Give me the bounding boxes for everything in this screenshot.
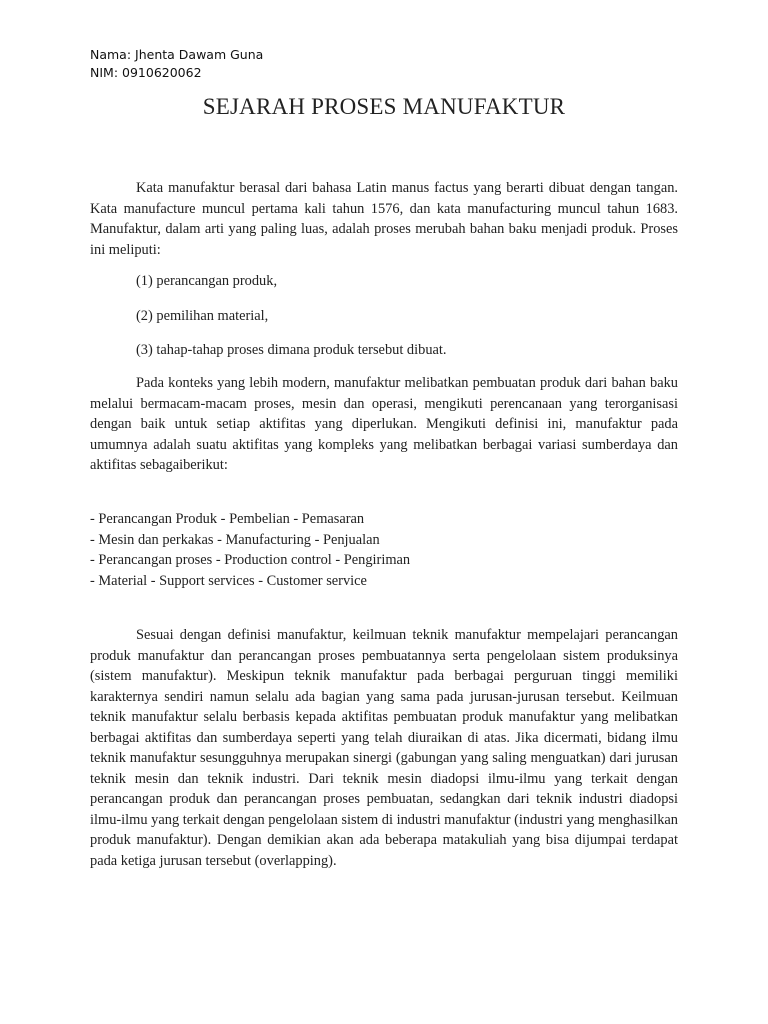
paragraph-intro: Kata manufaktur berasal dari bahasa Latin manus factus yang berarti dibuat dengan tangan. Kata manufacture muncul pertama kali tahun 1576, dan kata manufacturing muncul tahun 1683. Manufaktur, dalam arti yang paling luas, adalah proses merubah bahan baku menjadi produk. Proses ini meliputi: (90, 180, 678, 258)
document-title: SEJARAH PROSES MANUFAKTUR (202, 94, 566, 119)
activity-line-3: - Perancangan proses - Production control - Pengiriman (90, 552, 411, 568)
activity-line-1: - Perancangan Produk - Pembelian - Pemasaran (90, 511, 365, 527)
author-name: Nama: Jhenta Dawam Guna (90, 47, 264, 62)
paragraph-discipline: Sesuai dengan definisi manufaktur, keilmuan teknik manufaktur mempelajari perancangan produk manufaktur dan perancangan proses pembuatannya serta pengelolaan sistem produksinya (sistem manufaktur). Meskipun teknik manufaktur pada berbagai perguruan tinggi memiliki karakternya sendiri namun selalu ada bagian yang sama pada jurusan-jurusan tersebut. Keilmuan teknik manufaktur selalu berbasis kepada aktifitas pembuatan produk manufaktur yang melibatkan berbagai aktifitas dan sumberdaya seperti yang telah diuraikan di atas. Jika dicermati, bidang ilmu teknik manufaktur sesungguhnya merupakan sinergi (gabungan yang saling menguatkan) dari jurusan teknik mesin dan teknik industri. Dari teknik mesin diadopsi ilmu-ilmu yang terkait dengan perancangan produk dan perancangan proses pembuatan, sedangkan dari teknik industri diadopsi ilmu-ilmu yang terkait dengan pengelolaan sistem di industri manufaktur (industri yang menghasilkan produk manufaktur). Dengan demikian akan ada beberapa matakuliah yang bisa dijumpai terdapat pada ketiga jurusan tersebut (overlapping). (90, 627, 678, 869)
list-item (90, 306, 678, 327)
paragraph-modern-context: Pada konteks yang lebih modern, manufaktur melibatkan pembuatan produk dari bahan baku melalui bermacam-macam proses, mesin dan operasi, mengikuti perencanaan yang terorganisasi dengan baik untuk setiap aktifitas yang diperlukan. Mengikuti definisi ini, manufaktur pada umumnya adalah suatu aktifitas yang kompleks yang melibatkan berbagai variasi sumberdaya dan aktifitas sebagaiberikut: (90, 375, 678, 473)
author-nim: NIM: 0910620062 (90, 65, 202, 80)
process-item-3: (3) tahap-tahap proses dimana produk tersebut dibuat. (136, 342, 447, 358)
list-item (90, 340, 678, 361)
activity-line-4: - Material - Support services - Customer service (90, 572, 367, 589)
process-item-2: (2) pemilihan material, (136, 308, 269, 324)
activities-list (90, 509, 678, 591)
author-header (90, 46, 263, 82)
list-item (90, 271, 678, 292)
activity-line-2: - Mesin dan perkakas - Manufacturing - Penjualan (90, 531, 380, 548)
process-item-1: (1) perancangan produk, (136, 273, 278, 289)
